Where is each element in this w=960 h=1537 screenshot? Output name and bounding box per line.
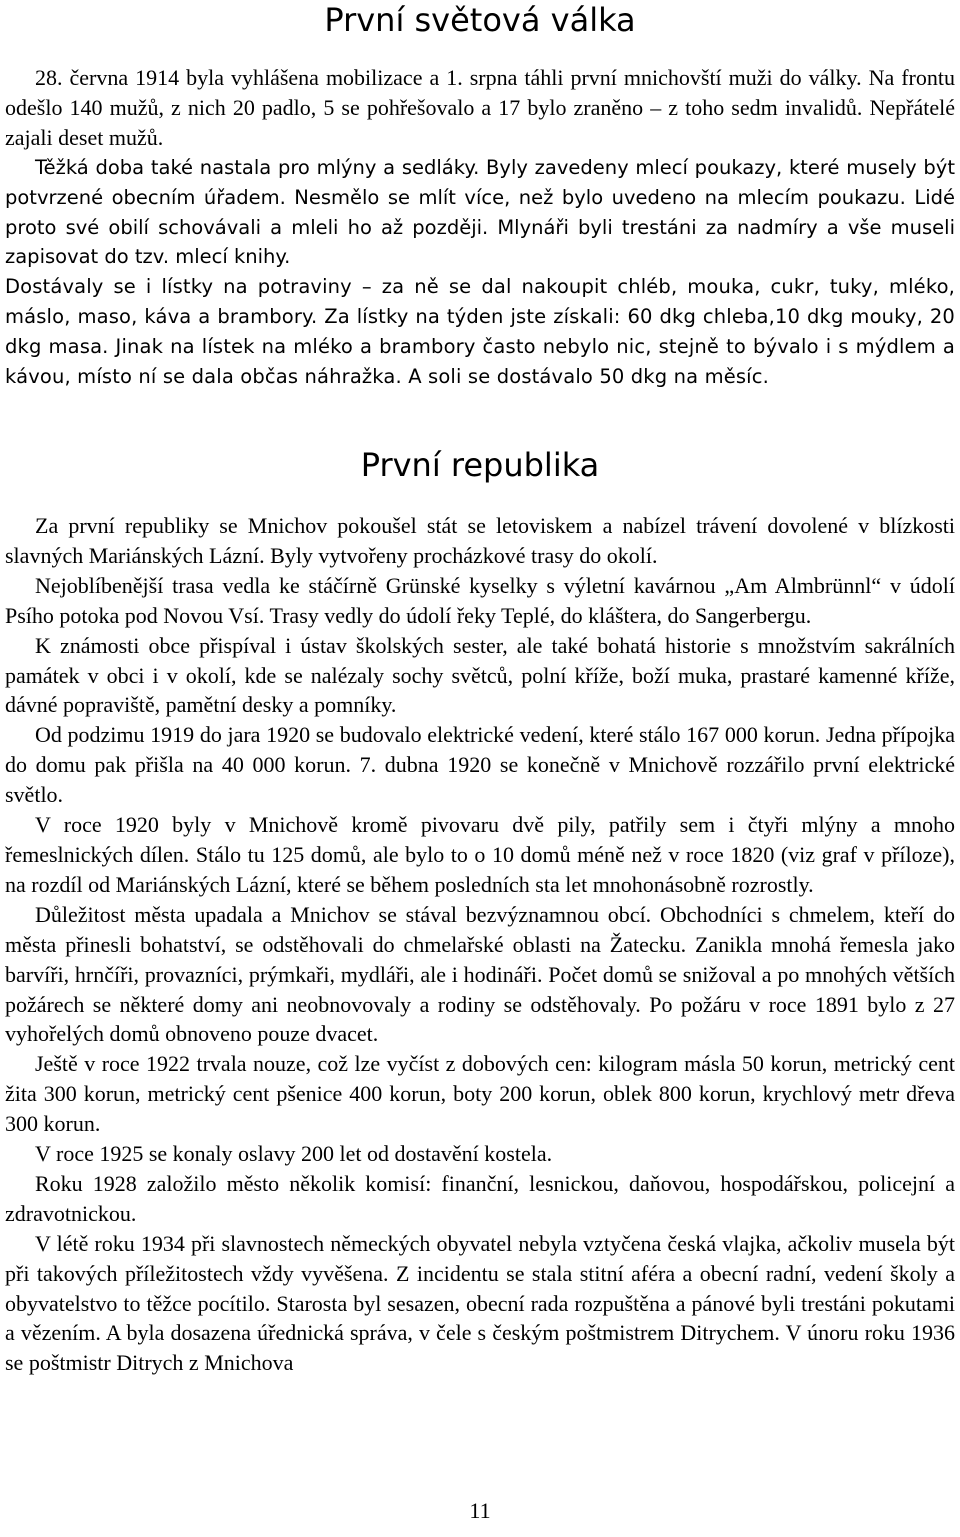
section-title-first-world-war: První světová válka [324,1,636,39]
paragraph: Za první republiky se Mnichov pokoušel stát se letoviskem a nabízel trávení dovolené v blízkosti slavných Mariánských Lázní. Byly vytvořeny procházkové trasy do okolí. [5,513,955,568]
paragraph: K známosti obce přispíval i ústav školských sester, ale také bohatá historie s množstvím sakrálních památek v obci i v okolí, kde se nalézaly sochy světců, polní kříže, boží muka, prastaré kamenné kříže, dávné popraviště, pamětní desky a pomníky. [5,632,955,718]
page-number: 11 [469,1498,491,1523]
paragraph: Od podzimu 1919 do jara 1920 se budovalo elektrické vedení, které stálo 167 000 korun. Jedna přípojka do domu pak přišla na 40 000 korun. 7. dubna 1920 se konečně v Mnichově rozzářilo první elektrické světlo. [5,722,955,808]
paragraph: V roce 1925 se konaly oslavy 200 let od dostavění kostela. [35,1141,553,1167]
paragraph: Důležitost města upadala a Mnichov se stával bezvýznamnou obcí. Obchodníci s chmelem, kteří do města přinesli bohatství, se odstěhovali do chmelařské oblasti na Žatecku. Zanikla mnohá řemesla jako barvíři, hrnčíři, provazníci, prýmkaři, mydláři, ale i hodináři. Počet domů se snižoval a po mnohých větších požárech se některé domy ani neobnovovaly a rodiny se odstěhovaly. Po požáru v roce 1891 bylo z 27 vyhořelých domů obnoveno pouze dvacet. [5,901,955,1047]
section-title-first-republic: První republika [360,446,600,484]
paragraph: Těžká doba také nastala pro mlýny a sedláky. Byly zavedeny mlecí poukazy, které musely být potvrzené obecním úřadem. Nesmělo se mlít více, než bylo uvedeno na mlecím poukazu. Lidé proto své obilí schovávali a mleli ho až později. Mlynáři byli trestáni za nadmíry a vše museli zapisovat do tzv. mlecí knihy. [5,155,955,269]
section-body-first-republic [5,511,955,1378]
paragraph: 28. června 1914 byla vyhlášena mobilizace a 1. srpna táhli první mnichovští muži do války. Na frontu odešlo 140 mužů, z nich 20 padlo, 5 se pohřešovalo a 17 bylo zraněno – z toho sedm invalidů. Nepřátelé zajali deset mužů. [5,65,955,150]
paragraph: Dostávaly se i lístky na potraviny – za ně se dal nakoupit chléb, mouka, cukr, tuky, mléko, máslo, maso, káva a brambory. Za lístky na týden jste získali: 60 dkg chleba,10 dkg mouky, 20 dkg masa. Jinak na lístek na mléko a brambory často nebylo nic, stejně to bývalo i s mýdlem a kávou, místo ní se dala občas náhražka. A soli se dostávalo 50 dkg na měsíc. [5,275,955,389]
paragraph: Nejoblíbenější trasa vedla ke stáčírně Grünské kyselky s výletní kavárnou „Am Almbrünnl“ v údolí Psího potoka pod Novou Vsí. Trasy vedly do údolí řeky Teplé, do kláštera, do Sangerbergu. [5,572,955,628]
paragraph: V létě roku 1934 při slavnostech německých obyvatel nebyla vztyčena česká vlajka, ačkoliv musela být při takových příležitostech vždy vyvěšena. Z incidentu se stala stitní aféra a obecní radní, vedení školy a obyvatelstvo to těžce pocítilo. Starosta byl sesazen, obecní rada rozpuštěna a pánové byli trestáni pokutami a vězením. A byla dosazena úřednická správa, v čele s českým poštmistrem Ditrychem. V únoru roku 1936 se poštmistr Ditrych z Mnichova [5,1230,955,1376]
paragraph: Roku 1928 založilo město několik komisí: finanční, lesnickou, daňovou, hospodářskou, policejní a zdravotnickou. [5,1170,955,1226]
paragraph: Ještě v roce 1922 trvala nouze, což lze vyčíst z dobových cen: kilogram másla 50 korun, metrický cent žita 300 korun, metrický cent pšenice 400 korun, boty 200 korun, oblek 800 korun, krychlový metr dřeva 300 korun. [5,1051,955,1137]
section-body-first-world-war [5,63,955,392]
paragraph: V roce 1920 byly v Mnichově kromě pivovaru dvě pily, patřily sem i čtyři mlýny a mnoho řemeslnických dílen. Stálo tu 125 domů, ale bylo to o 10 domů méně než v roce 1820 (viz graf v příloze), na rozdíl od Mariánských Lázní, které se během posledních sta let mnohonásobně rozrostly. [5,812,955,897]
